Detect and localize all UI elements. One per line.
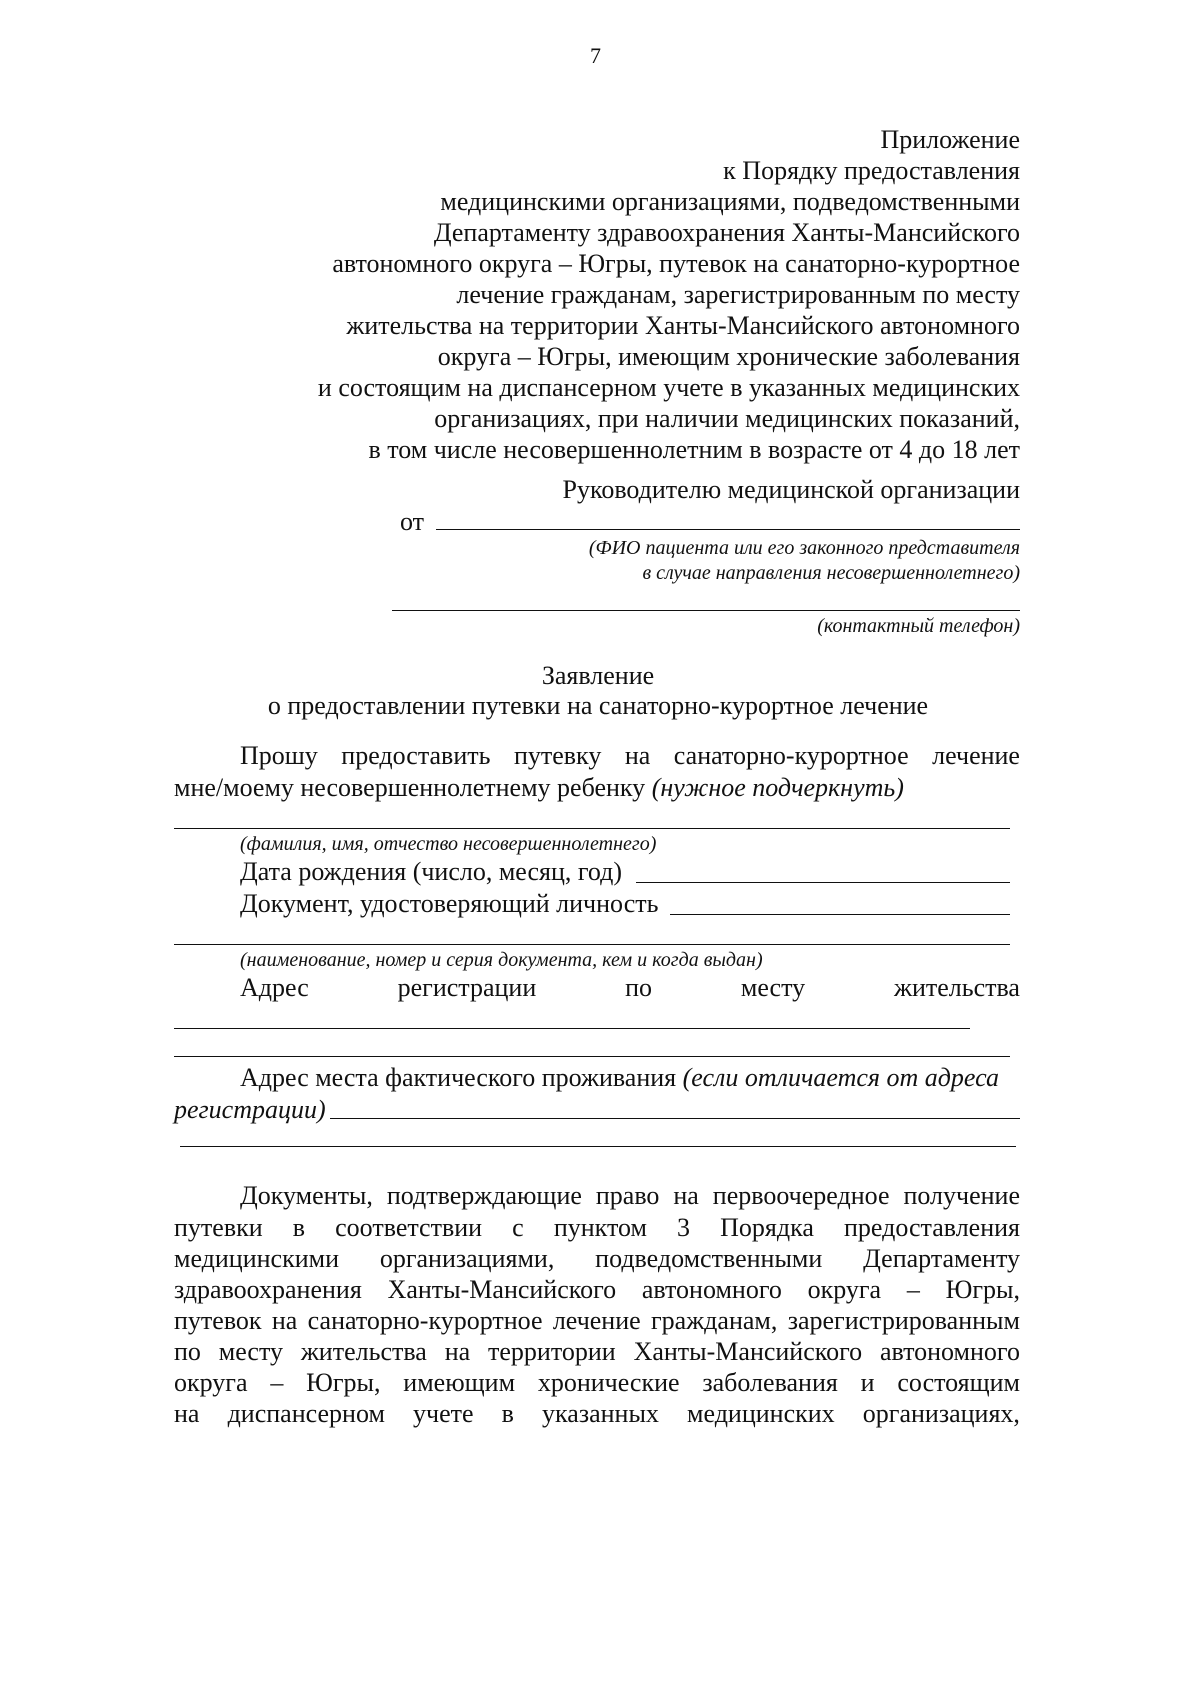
documents-line: [174, 1398, 1020, 1430]
documents-word: подведомственными: [595, 1244, 823, 1273]
request-line2-text: мне/моему несовершеннолетнему ребенку: [174, 773, 652, 802]
appendix-line: в том числе несовершеннолетним в возрасте от 4 до 18 лет: [368, 435, 1020, 464]
documents-word: организациями,: [379, 1244, 555, 1273]
documents-line: [174, 1336, 1020, 1368]
appendix-line: автономного округа – Югры, путевок на санаторно-курортное: [332, 249, 1020, 278]
from-label: от: [400, 507, 425, 536]
documents-word: диспансерном: [227, 1399, 385, 1428]
addressee-to: Руководителю медицинской организации: [562, 475, 1020, 504]
documents-word: хронические: [537, 1368, 680, 1397]
documents-word: жительства: [300, 1337, 427, 1366]
documents-word: заболевания: [702, 1368, 838, 1397]
fio-hint-line2: в случае направления несовершеннолетнего): [642, 562, 1020, 584]
documents-word: Югры,: [945, 1275, 1020, 1304]
documents-line: [174, 1212, 1020, 1244]
documents-word: на: [444, 1337, 471, 1366]
child-fio-hint: (фамилия, имя, отчество несовершеннолетнего): [240, 833, 657, 855]
documents-word: округа: [807, 1275, 882, 1304]
documents-word: территории: [488, 1337, 616, 1366]
documents-word: округа: [174, 1368, 248, 1397]
documents-word: состоящим: [897, 1368, 1020, 1397]
reg-address-word: месту: [740, 973, 806, 1002]
documents-word: Югры,: [306, 1368, 381, 1397]
reg-address-word: жительства: [893, 973, 1020, 1002]
request-word: предоставить: [341, 741, 491, 770]
appendix-line: к Порядку предоставления: [723, 156, 1020, 185]
documents-word: предоставления: [844, 1213, 1020, 1242]
documents-word: путевки: [174, 1213, 263, 1242]
appendix-line: Департаменту здравоохранения Ханты-Мансийского: [433, 218, 1020, 247]
documents-word: по: [174, 1337, 201, 1366]
phone-hint: (контактный телефон): [817, 615, 1020, 637]
appendix-line: лечение гражданам, зарегистрированным по месту: [456, 280, 1020, 309]
document-line[interactable]: [670, 914, 1010, 915]
documents-word: зарегистрированным: [787, 1306, 1020, 1335]
actual-address-line-2[interactable]: [180, 1146, 1016, 1147]
documents-word: организациях,: [862, 1399, 1020, 1428]
documents-line: [174, 1367, 1020, 1399]
documents-word: –: [906, 1275, 920, 1304]
documents-word: –: [270, 1368, 284, 1397]
documents-word: указанных: [542, 1399, 659, 1428]
appendix-line: жительства на территории Ханты-Мансийского автономного: [346, 311, 1020, 340]
documents-word: санаторно-курортное: [307, 1306, 543, 1335]
reg-address-word: Адрес: [240, 973, 309, 1002]
reg-address-word: по: [625, 973, 653, 1002]
documents-word: и: [860, 1368, 875, 1397]
request-word: лечение: [932, 741, 1020, 770]
reg-address-label: [240, 972, 1020, 1004]
document-subtitle: о предоставлении путевки на санаторно-курортное лечение: [267, 691, 929, 720]
appendix-line: округа – Югры, имеющим хронические заболевания: [437, 342, 1020, 371]
documents-word: медицинскими: [174, 1244, 339, 1273]
appendix-line: и состоящим на диспансерном учете в указанных медицинских: [317, 373, 1020, 402]
documents-word: с: [512, 1213, 524, 1242]
documents-word: учете: [413, 1399, 474, 1428]
request-word: на: [624, 741, 651, 770]
fio-hint-line1: (ФИО пациента или его законного представителя: [588, 537, 1020, 559]
birth-date-label: Дата рождения (число, месяц, год): [240, 857, 623, 886]
documents-word: Ханты-Мансийского: [633, 1337, 863, 1366]
request-line2: [174, 772, 904, 804]
documents-word: Ханты-Мансийского: [387, 1275, 617, 1304]
actual-address-label: Адрес места фактического проживания: [240, 1063, 683, 1092]
documents-word: Порядка: [720, 1213, 814, 1242]
reg-address-line-1[interactable]: [174, 1028, 970, 1029]
documents-line1: Документы, подтверждающие право на первоочередное получение: [240, 1181, 1020, 1210]
contact-phone-line[interactable]: [392, 610, 1020, 611]
documents-word: медицинских: [687, 1399, 835, 1428]
documents-word: путевок: [174, 1306, 262, 1335]
request-word: путевку: [513, 741, 602, 770]
actual-address-line-1[interactable]: [330, 1118, 1020, 1119]
child-fio-line[interactable]: [174, 828, 1010, 829]
documents-line: [174, 1274, 1020, 1306]
documents-word: пунктом: [553, 1213, 647, 1242]
documents-word: месту: [218, 1337, 283, 1366]
documents-word: на: [174, 1399, 200, 1428]
documents-word: лечение: [552, 1306, 641, 1335]
documents-word: гражданам,: [651, 1306, 778, 1335]
request-word: Прошу: [240, 741, 318, 770]
documents-word: в: [501, 1399, 514, 1428]
document-title: Заявление: [541, 661, 655, 690]
appendix-line: медицинскими организациями, подведомственными: [440, 187, 1020, 216]
appendix-line: организациях, при наличии медицинских показаний,: [434, 404, 1020, 433]
documents-word: имеющим: [403, 1368, 516, 1397]
documents-line: [174, 1243, 1020, 1275]
actual-address-hint-a: (если отличается от адреса: [682, 1063, 999, 1092]
birth-date-line[interactable]: [636, 882, 1010, 883]
documents-word: автономного: [879, 1337, 1020, 1366]
request-line1: [240, 740, 1020, 772]
documents-word: 3: [677, 1213, 691, 1242]
underline-hint: (нужное подчеркнуть): [651, 773, 904, 802]
actual-address-hint-b: регистрации): [174, 1095, 326, 1124]
document-line-2[interactable]: [174, 944, 1010, 945]
documents-word: в: [292, 1213, 306, 1242]
request-word: санаторно-курортное: [673, 741, 909, 770]
page-number: 7: [590, 43, 601, 68]
actual-address-row1: [240, 1062, 999, 1094]
documents-word: здравоохранения: [174, 1275, 362, 1304]
documents-word: соответствии: [335, 1213, 483, 1242]
reg-address-word: регистрации: [397, 973, 537, 1002]
documents-word: на: [271, 1306, 298, 1335]
documents-line: [174, 1305, 1020, 1337]
reg-address-line-2[interactable]: [174, 1056, 1010, 1057]
document-hint: (наименование, номер и серия документа, кем и когда выдан): [240, 949, 763, 971]
documents-word: автономного: [641, 1275, 782, 1304]
applicant-fio-line[interactable]: [436, 529, 1020, 530]
appendix-line: Приложение: [880, 125, 1020, 154]
documents-word: Департаменту: [863, 1244, 1020, 1273]
document-label: Документ, удостоверяющий личность: [240, 889, 659, 918]
